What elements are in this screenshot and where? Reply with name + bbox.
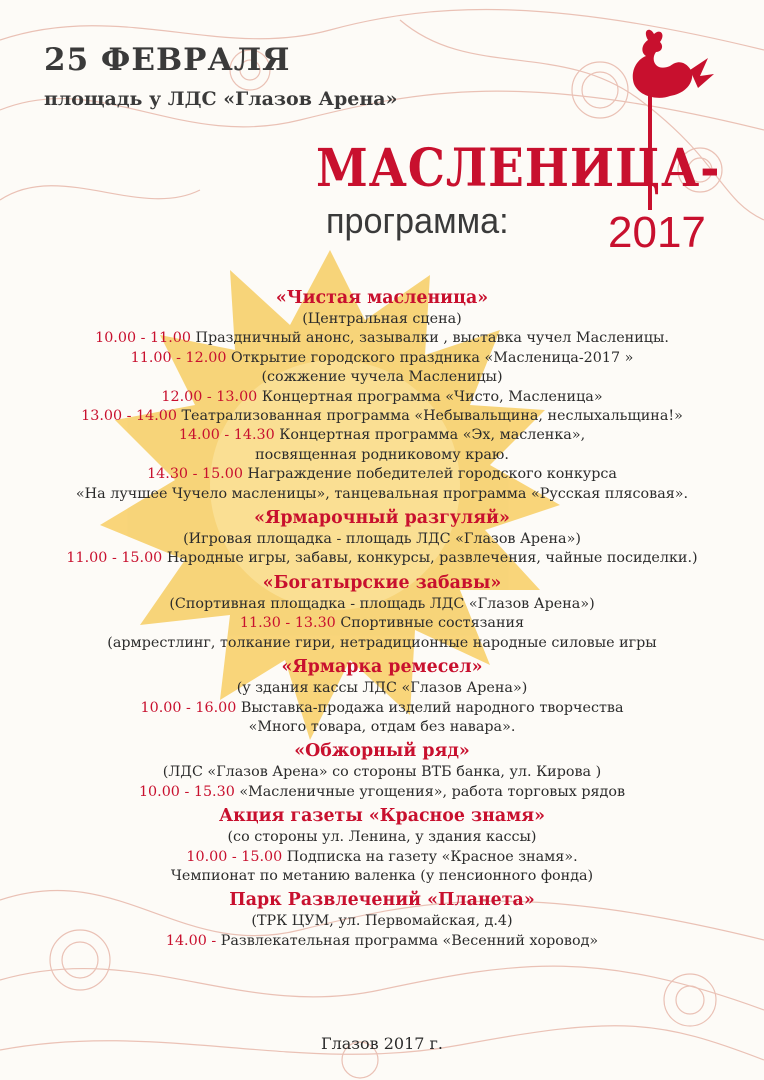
time-range: 10.00 - 16.00: [140, 699, 237, 716]
section-heading: Акция газеты «Красное знамя»: [219, 806, 545, 827]
schedule-line: [32, 718, 732, 737]
schedule-text: «Масленичные угощения», работа торговых рядов: [234, 783, 626, 800]
schedule-line: [32, 530, 732, 549]
time-range: 13.00 - 14.00: [81, 408, 177, 425]
schedule-line: [32, 426, 732, 445]
schedule-text: Подписка на газету «Красное знамя».: [282, 848, 578, 865]
time-range: 14.30 - 15.00: [147, 466, 243, 483]
schedule-line: [32, 349, 732, 368]
schedule-text: (Спортивная площадка - площадь ЛДС «Глазов Арена»): [169, 595, 595, 612]
schedule-line: [32, 932, 732, 951]
time-range: 11.00 - 15.00: [66, 550, 163, 567]
time-range: 14.00 - 14.30: [178, 427, 275, 444]
schedule-line: [32, 329, 732, 348]
schedule-text: Выставка-продажа изделий народного творчества: [236, 699, 624, 716]
schedule-text: Чемпионат по метанию валенка (у пенсионного фонда): [170, 867, 594, 884]
section-heading: Парк Развлечений «Планета»: [229, 890, 535, 911]
program-schedule: [30, 284, 734, 951]
schedule-line: [32, 549, 732, 568]
schedule-text: Награждение победителей городского конкурса: [242, 466, 617, 483]
program-subtitle: программа:: [326, 200, 509, 241]
time-range: 10.00 - 11.00: [95, 330, 191, 347]
time-range: 10.00 - 15.30: [138, 783, 235, 800]
schedule-line: [32, 699, 732, 718]
schedule-line: [32, 407, 732, 426]
schedule-line: [32, 763, 732, 782]
poster-title: МАСЛЕНИЦА-: [316, 138, 721, 199]
schedule-line: [32, 867, 732, 886]
schedule-text: (армрестлинг, толкание гири, нетрадиционные народные силовые игры: [107, 634, 657, 651]
schedule-line: [32, 912, 732, 931]
section-heading: «Обжорный ряд»: [294, 741, 470, 762]
schedule-line: [32, 310, 732, 329]
schedule-text: «На лучшее Чучело масленицы», танцевальная программа «Русская плясовая».: [75, 485, 689, 502]
time-range: 11.00 - 12.00: [130, 349, 227, 366]
schedule-line: [32, 465, 732, 484]
time-range: 11.30 - 13.30: [239, 615, 336, 632]
time-range: 12.00 - 13.00: [161, 388, 258, 405]
schedule-text: (у здания кассы ЛДС «Глазов Арена»): [236, 680, 528, 697]
schedule-text: (сожжение чучела Масленицы): [261, 369, 503, 386]
section-heading: «Богатырские забавы»: [262, 572, 502, 593]
schedule-text: (ЛДС «Глазов Арена» со стороны ВТБ банка, ул. Кирова ): [162, 764, 602, 781]
schedule-text: «Много товара, отдам без навара».: [248, 718, 516, 735]
event-location: площадь у ЛДС «Глазов Арена»: [44, 88, 398, 110]
footer-text: Глазов 2017 г.: [320, 1034, 444, 1053]
schedule-text: (со стороны ул. Ленина, у здания кассы): [227, 829, 537, 846]
schedule-line: [32, 485, 732, 504]
schedule-text: Концертная программа «Эх, масленка»,: [274, 427, 586, 444]
time-range: 14.00 -: [165, 932, 217, 949]
schedule-text: Концертная программа «Чисто, Масленица»: [257, 388, 603, 405]
schedule-text: (Игровая площадка - площадь ЛДС «Глазов Арена»): [183, 531, 581, 548]
schedule-line: [32, 446, 732, 465]
schedule-line: [32, 679, 732, 698]
schedule-line: [32, 595, 732, 614]
poster-year: 2017: [608, 208, 706, 257]
schedule-line: [32, 634, 732, 653]
section-heading: «Чистая масленица»: [275, 288, 489, 308]
schedule-text: Народные игры, забавы, конкурсы, развлечения, чайные посиделки.): [162, 550, 698, 567]
schedule-line: [32, 783, 732, 802]
schedule-line: [32, 388, 732, 407]
schedule-text: (ТРК ЦУМ, ул. Первомайская, д.4): [251, 913, 513, 930]
schedule-line: [32, 614, 732, 633]
schedule-text: Открытие городского праздника «Масленица-2017 »: [226, 349, 634, 366]
schedule-text: Спортивные состязания: [335, 615, 525, 632]
schedule-text: посвященная родниковому краю.: [255, 446, 509, 463]
schedule-text: (Центральная сцена): [302, 311, 462, 327]
event-date: 25 ФЕВРАЛЯ: [44, 42, 291, 78]
section-heading: «Ярмарка ремесел»: [281, 657, 483, 678]
schedule-text: Развлекательная программа «Весенний хоровод»: [216, 932, 599, 949]
section-heading: «Ярмарочный разгуляй»: [254, 508, 510, 529]
time-range: 10.00 - 15.00: [186, 848, 283, 865]
schedule-line: [32, 368, 732, 387]
schedule-line: [32, 828, 732, 847]
schedule-line: [32, 848, 732, 867]
schedule-text: Театрализованная программа «Небывальщина, неслыхальщина!»: [176, 408, 683, 425]
schedule-text: Праздничный анонс, зазывалки , выставка чучел Масленицы.: [190, 330, 669, 347]
